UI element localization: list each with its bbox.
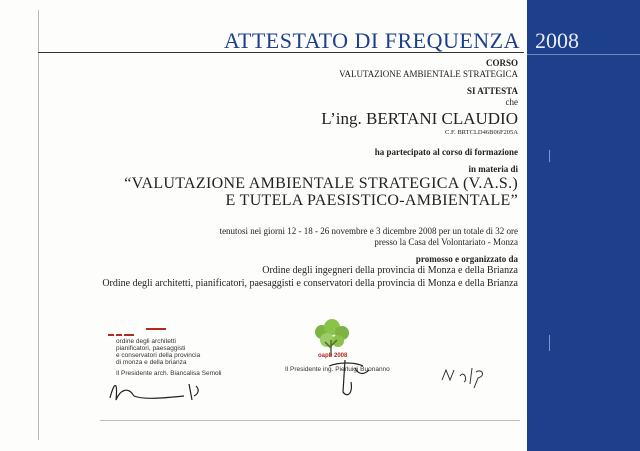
signature-left [104,376,214,406]
che-label: che [505,97,518,107]
president-left: Il Presidente arch. Biancalisa Semoli [116,370,222,377]
participation-text: ha partecipato al corso di formazione [374,147,518,157]
dates-line1: tenutosi nei giorni 12 - 18 - 26 novembre e 3 dicembre 2008 per un totale di 32 ore [219,226,518,236]
certificate-title: ATTESTATO DI FREQUENZA [223,28,520,53]
handwritten-initials [438,362,498,390]
corso-name: VALUTAZIONE AMBIENTALE STRATEGICA [339,69,518,79]
course-title-line1: “VALUTAZIONE AMBIENTALE STRATEGICA (V.A.S.) [124,175,518,192]
year-label: 2008 [535,28,579,53]
organizers-label: promosso e organizzato da [415,254,518,264]
dates-line2: presso la Casa del Volontariato - Monza [374,237,518,247]
materia-label: in materia di [468,164,518,174]
president-center: Il Presidente ing. Pierluigi Buonanno [285,366,390,373]
course-title-line2: E TUTELA PAESISTICO-AMBIENTALE” [225,192,518,209]
band-mark [549,335,550,351]
corso-label: CORSO [485,58,518,68]
person-name: L’ing. BERTANI CLAUDIO [321,109,518,128]
left-margin-rule [38,10,39,440]
fiscal-code: C.F. BRTCLD46B06F205A [445,129,518,136]
architects-logo [108,328,168,338]
bottom-rule [100,420,520,421]
attesta-label: SI ATTESTA [467,86,518,96]
tree-logo-text: oapb 2008 [318,353,348,359]
organizer-1: Ordine degli ingegneri della provincia di Monza e della Brianza [262,265,518,276]
signature-center [325,352,385,400]
band-mark [549,150,550,162]
band-divider [527,54,640,55]
organizer-2: Ordine degli architetti, pianificatori, paesaggisti e conservatori della provincia di Monza e della Brianza [102,278,518,289]
architects-logo-text: ordine degli architetti pianificatori, paesaggisti e conservatori della provincia di monza e della brianza [116,338,201,366]
blue-side-band [527,0,640,451]
